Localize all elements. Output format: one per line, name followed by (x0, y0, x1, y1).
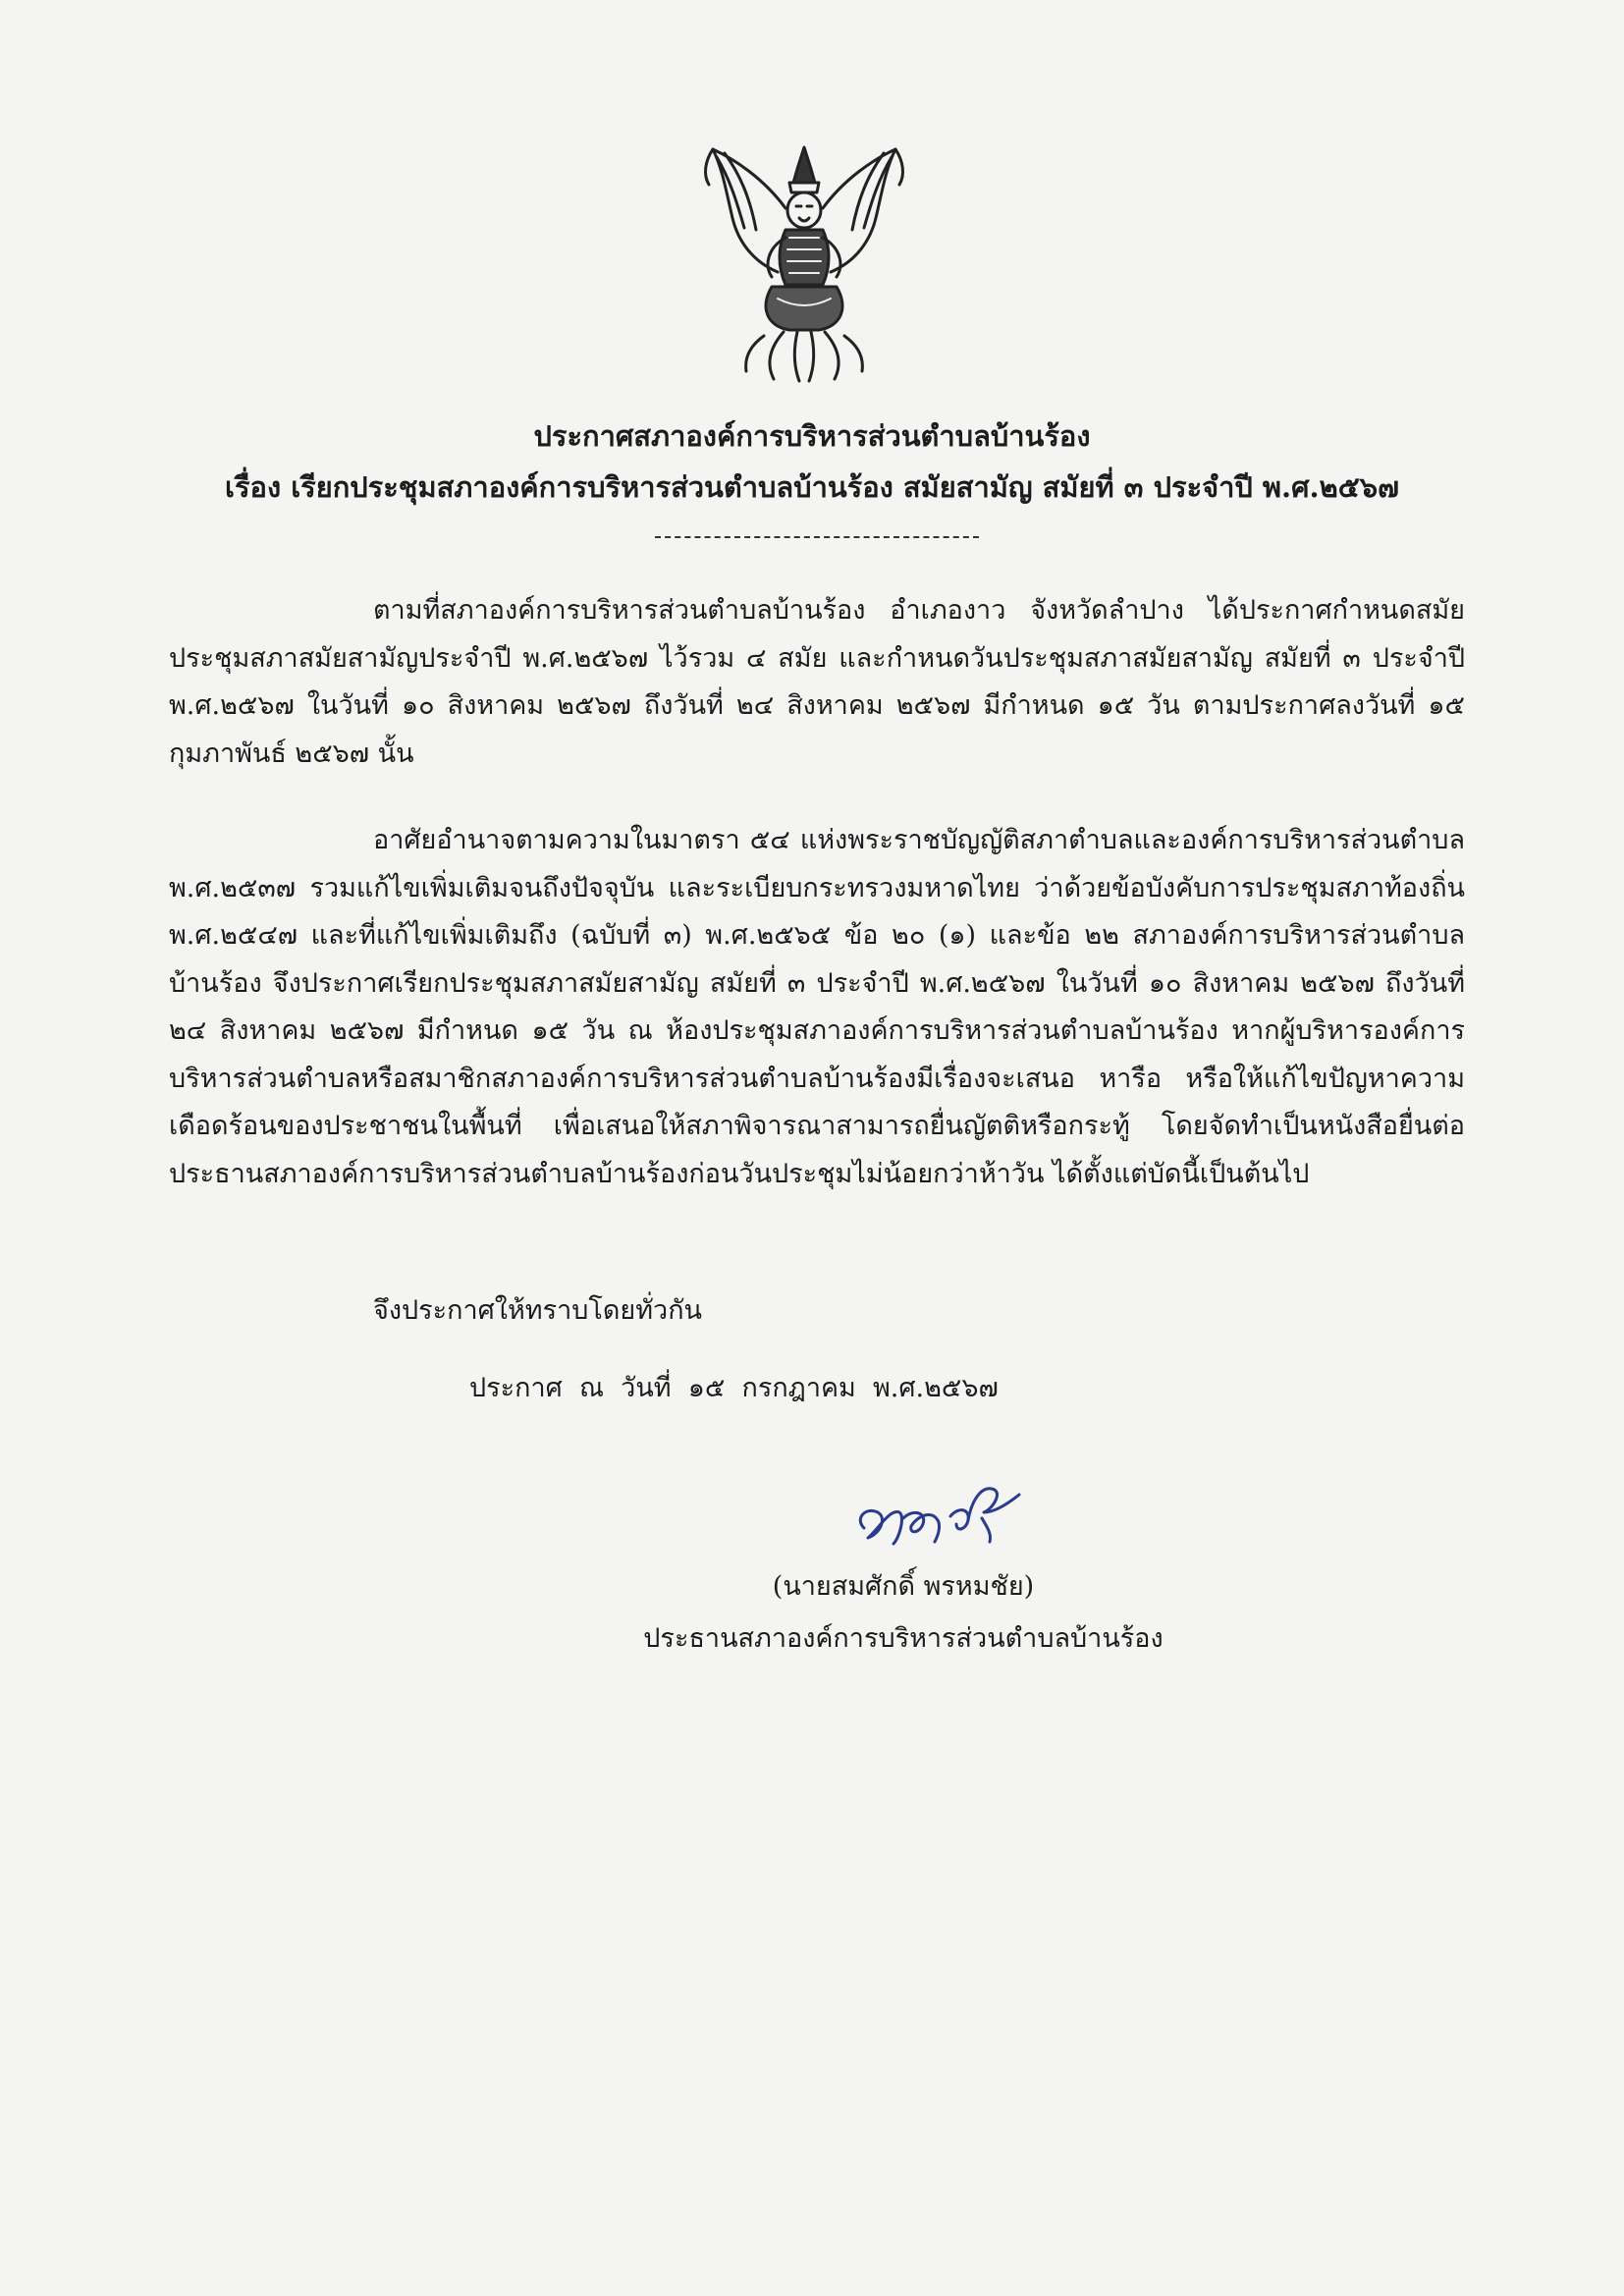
announcement-title: ประกาศสภาองค์การบริหารส่วนตำบลบ้านร้อง (533, 419, 1091, 453)
body-paragraph-2: อาศัยอำนาจตามความในมาตรา ๕๔ แห่งพระราชบัญญัติสภาตำบลและองค์การบริหารส่วนตำบล พ.ศ.๒๕๓๗ รวมแก้ไขเพิ่มเติมจนถึงปัจจุบัน และระเบียบกระทรวงมหาดไทย ว่าด้วยข้อบังคับการประชุมสภาท้องถิ่น พ.ศ.๒๕๔๗ และที่แก้ไขเพิ่มเติมถึง (ฉบับที่ ๓) พ.ศ.๒๕๖๕ ข้อ ๒๐ (๑) และข้อ ๒๒ สภาองค์การบริหารส่วนตำบลบ้านร้อง จึงประกาศเรียกประชุมสภาสมัยสามัญ สมัยที่ ๓ ประจำปี พ.ศ.๒๕๖๗ ในวันที่ ๑๐ สิงหาคม ๒๕๖๗ ถึงวันที่ ๒๔ สิงหาคม ๒๕๖๗ มีกำหนด ๑๕ วัน ณ ห้องประชุมสภาองค์การบริหารส่วนตำบลบ้านร้อง หากผู้บริหารองค์การบริหารส่วนตำบลหรือสมาชิกสภาองค์การบริหารส่วนตำบลบ้านร้องมีเรื่องจะเสนอ หารือ หรือให้แก้ไขปัญหาความเดือดร้อนของประชาชนในพื้นที่ เพื่อเสนอให้สภาพิจารณาสามารถยื่นญัตติหรือกระทู้ โดยจัดทำเป็นหนังสือยื่นต่อประธานสภาองค์การบริหารส่วนตำบลบ้านร้องก่อนวันประชุมไม่น้อยกว่าห้าวัน ได้ตั้งแต่บัดนี้เป็นต้นไป (169, 825, 1465, 1189)
announcement-subject: เรื่อง เรียกประชุมสภาองค์การบริหารส่วนตำบลบ้านร้อง สมัยสามัญ สมัยที่ ๓ ประจำปี พ.ศ.๒๕๖๗ (225, 470, 1399, 504)
signer-title: ประธานสภาองค์การบริหารส่วนตำบลบ้านร้อง (643, 1623, 1164, 1654)
signer-name: (นายสมศักดิ์ พรหมชัย) (772, 1571, 1035, 1602)
garuda-emblem-icon (695, 139, 913, 385)
announcement-date: ประกาศ ณ วันที่ ๑๕ กรกฎาคม พ.ศ.๒๕๖๗ (469, 1373, 999, 1403)
body-paragraph-1: ตามที่สภาองค์การบริหารส่วนตำบลบ้านร้อง อำเภองาว จังหวัดลำปาง ได้ประกาศกำหนดสมัยประชุมสภาสมัยสามัญประจำปี พ.ศ.๒๕๖๗ ไว้รวม ๔ สมัย และกำหนดวันประชุมสภาสมัยสามัญ สมัยที่ ๓ ประจำปี พ.ศ.๒๕๖๗ ในวันที่ ๑๐ สิงหาคม ๒๕๖๗ ถึงวันที่ ๒๔ สิงหาคม ๒๕๖๗ มีกำหนด ๑๕ วัน ตามประกาศลงวันที่ ๑๕ กุมภาพันธ์ ๒๕๖๗ นั้น (169, 595, 1465, 769)
title-divider (655, 536, 979, 538)
handwritten-signature (844, 1469, 1041, 1558)
body-paragraph-3: จึงประกาศให้ทราบโดยทั่วกัน (373, 1295, 702, 1326)
